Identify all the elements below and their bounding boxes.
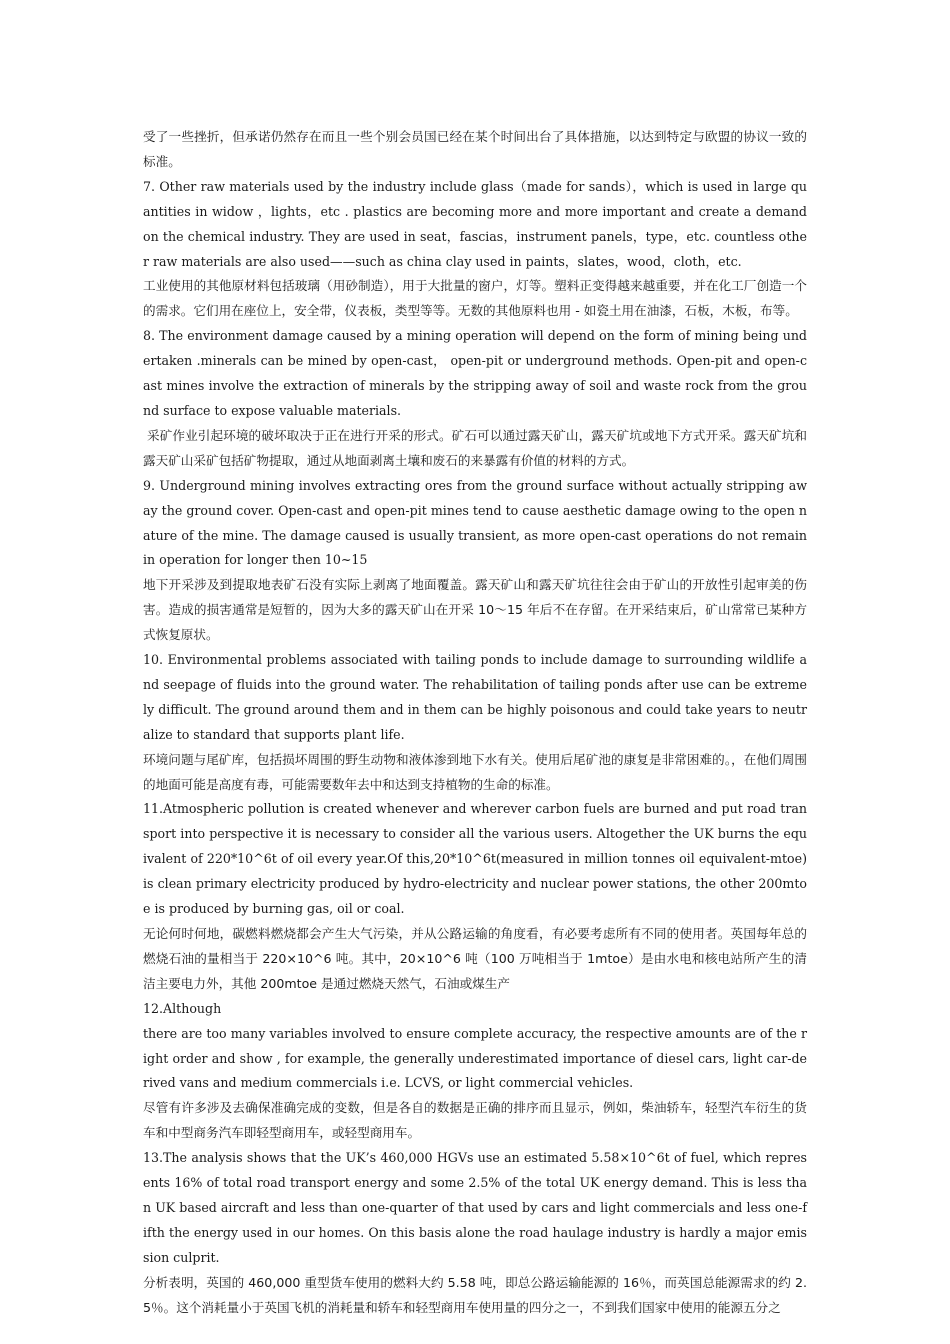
paragraph-12-translation: 尽管有许多涉及去确保准确完成的变数，但是各自的数据是正确的排序而且显示，例如，柴油轿车，轻型汽车衍生的货车和中型商务汽车即轻型商用车，或轻型商用车。 <box>143 1100 807 1141</box>
paragraph-13-translation: 分析表明，英国的 460,000 重型货车使用的燃料大约 5.58 吨，即总公路运输能源的 16％，而英国总能源需求的约 2.5％。这个消耗量小于英国飞机的消耗量和轿车和轻型商用车使用量的四分之一，不到我们国家中使用的能源五分之 <box>143 1274 807 1315</box>
paragraph-8-translation: 采矿作业引起环境的破坏取决于正在进行开采的形式。矿石可以通过露天矿山，露天矿坑或地下方式开采。露天矿坑和露天矿山采矿包括矿物提取，通过从地面剥离土壤和废石的来暴露有价值的材料的方式。 <box>143 427 807 468</box>
paragraph-9-translation: 地下开采涉及到提取地表矿石没有实际上剥离了地面覆盖。露天矿山和露天矿坑往往会由于矿山的开放性引起审美的伤害。造成的损害通常是短暂的，因为大多的露天矿山在开采 10～15 年后不在存留。在开采结束后，矿山常常已某种方式恢复原状。 <box>143 577 807 643</box>
paragraph-10-translation: 环境问题与尾矿库，包括损坏周围的野生动物和液体渗到地下水有关。使用后尾矿池的康复是非常困难的。，在他们周围的地面可能是高度有毒，可能需要数年去中和达到支持植物的生命的标准。 <box>143 751 807 792</box>
paragraph-11-english: 11.Atmospheric pollution is created whenever and wherever carbon fuels are burned and put road transport into perspective it is necessary to consider all the various users. Altogether the UK burns the equivalent of 220*10^6t of oil every year.Of this,20*10^6t(measured in million tonnes oil equivalent-mtoe) is clean primary electricity produced by hydro-electricity and nuclear power stations, the other 200mtoe is produced by burning gas, oil or coal. <box>143 801 807 917</box>
document-body <box>143 125 807 1321</box>
paragraph-7-translation: 工业使用的其他原材料包括玻璃（用砂制造），用于大批量的窗户，灯等。塑料正变得越来越重要，并在化工厂创造一个的需求。它们用在座位上，安全带，仪表板，类型等等。无数的其他原料也用 - 如瓷土用在油漆，石板，木板，布等。 <box>143 278 807 319</box>
paragraph-13-english: 13.The analysis shows that the UK’s 460,000 HGVs use an estimated 5.58×10^6t of fuel, which represents 16% of total road transport energy and some 2.5% of the total UK energy demand. This is less than UK based aircraft and less than one-quarter of that used by cars and light commercials and less one-fifth the energy used in our homes. On this basis alone the road haulage industry is hardly a major emission culprit. <box>143 1150 807 1265</box>
paragraph-12-english: there are too many variables involved to ensure complete accuracy, the respective amounts are of the right order and show , for example, the generally underestimated importance of diesel cars, light car-derived vans and medium commercials i.e. LCVS, or light commercial vehicles. <box>143 1025 807 1091</box>
paragraph-10-english: 10. Environmental problems associated with tailing ponds to include damage to surrounding wildlife and seepage of fluids into the ground water. The rehabilitation of tailing ponds after use can be extremely difficult. The ground around them and in them can be highly poisonous and could take years to neutralize to standard that supports plant life. <box>143 652 807 742</box>
paragraph-11-translation: 无论何时何地，碳燃料燃烧都会产生大气污染，并从公路运输的角度看，有必要考虑所有不同的使用者。英国每年总的燃烧石油的量相当于 220×10^6 吨。其中，20×10^6 吨（100 万吨相当于 1mtoe）是由水电和核电站所产生的清洁主要电力外，其他 200mtoe 是通过燃烧天然气，石油或煤生产 <box>143 926 807 991</box>
paragraph-8-english: 8. The environment damage caused by a mining operation will depend on the form of mining being undertaken .minerals can be mined by open-cast， open-pit or underground methods. Open-pit and open-cast mines involve the extraction of minerals by the stripping away of soil and waste rock from the ground surface to expose valuable materials. <box>143 328 807 418</box>
paragraph-7-english: 7. Other raw materials used by the industry include glass（made for sands），which is used in large quantities in widow ，lights，etc . plastics are becoming more and more important and create a demand on the chemical industry. They are used in seat，fascias，instrument panels，type，etc. countless other raw materials are also used——such as china clay used in paints，slates，wood，cloth，etc. <box>143 178 807 269</box>
paragraph-9-english: 9. Underground mining involves extracting ores from the ground surface without actually stripping away the ground cover. Open-cast and open-pit mines tend to cause aesthetic damage owing to the open nature of the mine. The damage caused is usually transient, as more open-cast operations do not remain in operation for longer then 10~15 <box>143 477 807 568</box>
paragraph-12-heading: 12.Although <box>143 1000 222 1016</box>
paragraph-6-translation-end: 受了一些挫折，但承诺仍然存在而且一些个别会员国已经在某个时间出台了具体措施，以达到特定与欧盟的协议一致的标准。 <box>143 129 807 169</box>
